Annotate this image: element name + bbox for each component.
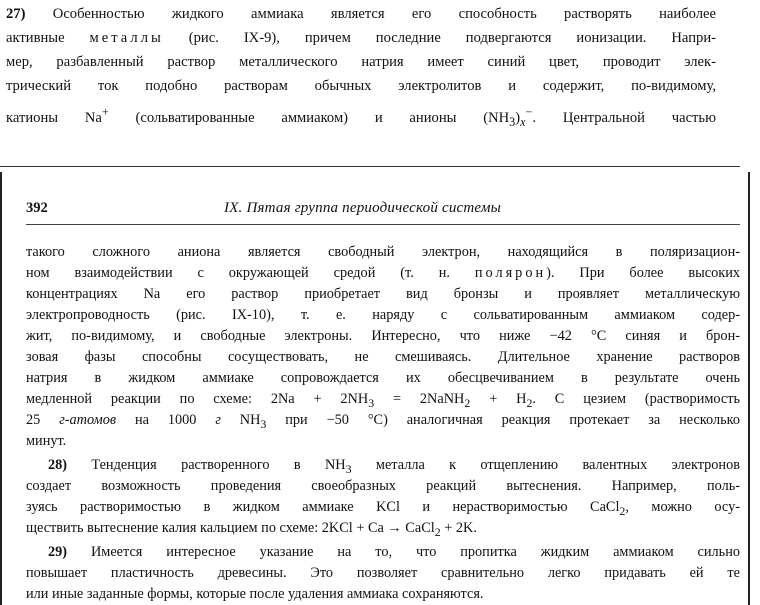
- text-line: [6, 102, 716, 132]
- line-text: , можно осу-: [625, 499, 740, 515]
- note-number-28: 28): [48, 457, 68, 473]
- text-line: [26, 347, 740, 367]
- line-text: электропроводность (рис. IX-10), т. е. наряду с сольватированным аммиаком содер-: [26, 307, 740, 323]
- italic-text: г: [215, 412, 221, 428]
- text-line: [6, 28, 716, 48]
- text-line: [6, 76, 716, 96]
- line-text: трический ток подобно растворам обычных электролитов и содержит, по-видимому,: [6, 78, 716, 94]
- spaced-term: полярон: [474, 265, 547, 281]
- subscript: 3: [260, 416, 267, 431]
- line-text: медленной реакции по схеме: 2Na + 2NH: [26, 391, 369, 407]
- text-line: [26, 431, 740, 451]
- book-page: [0, 172, 750, 605]
- line-text: 25: [26, 412, 60, 428]
- line-text: ном взаимодействии с окружающей средой (т. н.: [26, 265, 475, 281]
- subscript: 2: [434, 524, 441, 539]
- text-line: [48, 542, 740, 562]
- line-text: повышает пластичность древесины. Это позволяет сравнительно легко придавать ей те: [26, 565, 740, 581]
- text-line: [6, 52, 716, 72]
- line-text: мер, разбавленный раствор металлического натрия имеет синий цвет, проводит элек-: [6, 54, 716, 70]
- line-text: ). При более высоких: [546, 265, 740, 281]
- text-line: [26, 305, 740, 325]
- page-gap: [0, 140, 760, 166]
- text-line: [26, 242, 740, 262]
- line-text: такого сложного аниона является свободный электрон, находящийся в поляризацион-: [26, 244, 740, 260]
- line-text: ): [515, 109, 521, 126]
- line-text: Тенденция растворенного в NH: [67, 457, 346, 473]
- line-text: создает возможность проведения своеобразных реакций вытеснения. Например, поль-: [26, 478, 740, 494]
- line-text: = 2NaNH: [374, 391, 465, 407]
- note-number-29: 29): [48, 544, 68, 560]
- text-line: [26, 518, 740, 542]
- line-text: зовая фазы способны сосуществовать, не смешиваясь. Длительное хранение растворов: [26, 349, 740, 365]
- text-line: [6, 4, 716, 24]
- text-line: [26, 368, 740, 388]
- line-text: NH: [220, 412, 261, 428]
- subscript: 3: [509, 114, 516, 129]
- text-line: [26, 263, 740, 283]
- subscript: 3: [368, 395, 375, 410]
- page-edge-divider: [0, 166, 740, 167]
- line-text: натрия в жидком аммиаке сопровождается их обесцвечиванием в результате очень: [26, 370, 740, 386]
- line-text: Особенностью жидкого аммиака является его способность растворять наиболее: [25, 6, 716, 22]
- subscript: 3: [345, 461, 352, 476]
- text-line: [26, 584, 740, 604]
- line-text: минут.: [26, 433, 67, 449]
- note-number-27: 27): [6, 6, 26, 22]
- line-text: жит, по-видимому, и свободные электроны. Интересно, что ниже −42 °С синяя и брон-: [26, 328, 740, 344]
- line-text: ществить вытеснение калия кальцием по схеме: 2KCl + Ca → CaCl: [26, 520, 435, 536]
- line-text: при −50 °С) аналогичная реакция протекает за несколько: [266, 412, 740, 428]
- line-text: металла к отщеплению валентных электронов: [351, 457, 740, 473]
- line-text: (рис. IX-9), причем последние подвергаются ионизации. Напри-: [163, 30, 716, 46]
- superscript: −: [525, 105, 533, 119]
- line-text: . Центральной частью: [532, 109, 716, 126]
- text-line: [26, 563, 740, 583]
- line-text: концентрациях Na его раствор приобретает вид бронзы и проявляет металлическую: [26, 286, 740, 302]
- line-text: Имеется интересное указание на то, что пропитка жидким аммиаком сильно: [67, 544, 740, 560]
- previous-page-fragment: [0, 0, 760, 140]
- line-text: на 1000: [116, 412, 216, 428]
- subscript: 2: [619, 503, 626, 518]
- line-text: катионы Na: [6, 109, 102, 126]
- spaced-term: металлы: [89, 30, 164, 46]
- subscript: 2: [526, 395, 533, 410]
- line-text: + 2K.: [440, 520, 477, 536]
- header-rule: [26, 224, 740, 225]
- line-text: . С цезием (растворимость: [532, 391, 741, 407]
- running-head: IX. Пятая группа периодической системы: [224, 200, 502, 216]
- subscript: x: [520, 114, 526, 129]
- line-text: (сольватированные аммиаком) и анионы (NH: [108, 109, 510, 126]
- italic-text: г-атомов: [59, 412, 117, 428]
- text-line: [26, 326, 740, 346]
- line-text: или иные заданные формы, которые после удаления аммиака сохраняются.: [26, 586, 484, 602]
- page-number: 392: [26, 200, 48, 216]
- superscript: +: [101, 105, 109, 119]
- subscript: 2: [464, 395, 471, 410]
- line-text: + H: [470, 391, 527, 407]
- text-line: [26, 476, 740, 496]
- text-line: [26, 284, 740, 304]
- line-text: зуясь растворимостью в жидком аммиаке KCl и нерастворимостью CaCl: [26, 499, 620, 515]
- line-text: активные: [6, 30, 90, 46]
